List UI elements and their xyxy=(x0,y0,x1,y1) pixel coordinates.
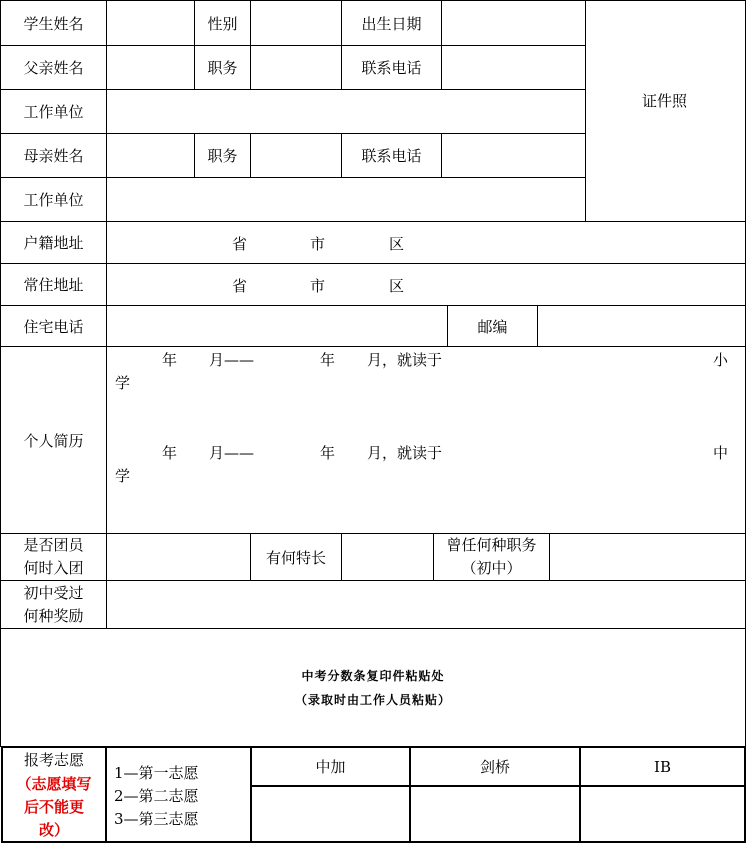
choice-note-line2: 后不能更 xyxy=(23,798,84,816)
choice-col-zhongjia: 中加 xyxy=(250,746,411,787)
input-birth-date[interactable] xyxy=(441,0,586,46)
resume2-month: 月—— xyxy=(209,444,255,462)
label-father-position: 职务 xyxy=(194,45,251,90)
input-mother-work-unit[interactable] xyxy=(106,177,586,222)
photo-label: 证件照 xyxy=(642,92,688,110)
label-student-name: 学生姓名 xyxy=(0,0,107,46)
choice-col-cambridge: 剑桥 xyxy=(409,746,581,787)
choice-opt-3: 3—第三志愿 xyxy=(114,810,199,828)
input-hukou-address[interactable] xyxy=(106,221,746,264)
resume2-month2: 月，就读于 xyxy=(367,444,443,462)
label-mother-position: 职务 xyxy=(194,133,251,178)
label-father-name: 父亲姓名 xyxy=(0,45,107,90)
label-mother-work-unit: 工作单位 xyxy=(0,177,107,222)
score-paste-title: 中考分数条复印件粘贴处 xyxy=(301,669,445,683)
input-postcode[interactable] xyxy=(537,305,746,347)
label-postcode: 邮编 xyxy=(447,305,538,347)
input-mother-position[interactable] xyxy=(250,133,342,178)
label-former-duty: 曾任何种职务 （初中） xyxy=(433,533,550,581)
choice-input-zhongjia[interactable] xyxy=(250,785,411,843)
hukou-province: 省 xyxy=(232,235,248,253)
resume1-year2: 年 xyxy=(320,351,336,369)
choice-options-cell xyxy=(105,746,252,843)
input-home-phone[interactable] xyxy=(106,305,448,347)
label-specialty: 有何特长 xyxy=(250,533,342,581)
label-father-phone: 联系电话 xyxy=(341,45,442,90)
input-specialty[interactable] xyxy=(341,533,434,581)
label-residence-address: 常住地址 xyxy=(0,263,107,306)
choice-input-cambridge[interactable] xyxy=(409,785,581,843)
input-mother-name[interactable] xyxy=(106,133,195,178)
input-father-position[interactable] xyxy=(250,45,342,90)
input-awards[interactable] xyxy=(106,580,746,629)
residence-city: 市 xyxy=(310,277,326,295)
hukou-city: 市 xyxy=(310,235,326,253)
score-paste-area[interactable] xyxy=(0,628,746,747)
input-father-work-unit[interactable] xyxy=(106,89,586,134)
residence-province: 省 xyxy=(232,277,248,295)
input-father-name[interactable] xyxy=(106,45,195,90)
resume1-month2: 月，就读于 xyxy=(367,351,443,369)
label-awards: 初中受过 何种奖励 xyxy=(0,580,107,629)
resume2-tail: 学 xyxy=(115,467,131,485)
label-home-phone: 住宅电话 xyxy=(0,305,107,347)
input-gender[interactable] xyxy=(250,0,342,46)
resume1-level: 小 xyxy=(713,351,729,369)
resume2-year: 年 xyxy=(162,444,178,462)
input-student-name[interactable] xyxy=(106,0,195,46)
label-mother-name: 母亲姓名 xyxy=(0,133,107,178)
label-gender: 性别 xyxy=(194,0,251,46)
resume1-month: 月—— xyxy=(209,351,255,369)
hukou-district: 区 xyxy=(389,235,405,253)
choice-input-ib[interactable] xyxy=(579,785,746,843)
resume1-year: 年 xyxy=(162,351,178,369)
choice-label-cell xyxy=(1,746,107,843)
resume1-tail: 学 xyxy=(115,374,131,392)
score-paste-note: （录取时由工作人员粘贴） xyxy=(294,693,451,707)
label-birth-date: 出生日期 xyxy=(341,0,442,46)
residence-district: 区 xyxy=(389,277,405,295)
input-mother-phone[interactable] xyxy=(441,133,586,178)
input-father-phone[interactable] xyxy=(441,45,586,90)
resume2-level: 中 xyxy=(713,444,729,462)
choice-label: 报考志愿 xyxy=(23,751,84,769)
label-hukou-address: 户籍地址 xyxy=(0,221,107,264)
input-residence-address[interactable] xyxy=(106,263,746,306)
label-league-member: 是否团员 何时入团 xyxy=(0,533,107,581)
label-mother-phone: 联系电话 xyxy=(341,133,442,178)
resume2-year2: 年 xyxy=(320,444,336,462)
choice-note-line3: 改） xyxy=(38,821,69,839)
input-league-member[interactable] xyxy=(106,533,251,581)
label-father-work-unit: 工作单位 xyxy=(0,89,107,134)
input-former-duty[interactable] xyxy=(549,533,746,581)
choice-note-line1: （志愿填写 xyxy=(16,775,92,793)
choice-opt-2: 2—第二志愿 xyxy=(114,787,199,805)
label-resume: 个人简历 xyxy=(0,346,107,534)
choice-col-ib: IB xyxy=(579,746,746,787)
input-resume[interactable] xyxy=(106,346,746,534)
choice-opt-1: 1—第一志愿 xyxy=(114,764,199,782)
photo-box[interactable] xyxy=(585,0,746,222)
